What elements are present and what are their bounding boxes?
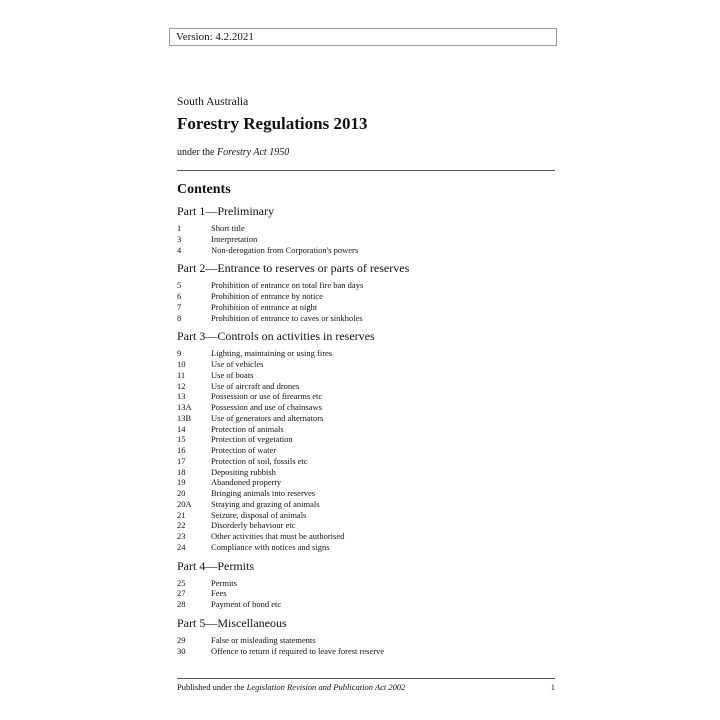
header-divider: [177, 170, 555, 171]
toc-entry-title: Protection of animals: [211, 423, 284, 434]
toc-entry[interactable]: [177, 467, 557, 478]
toc-entry-number: 8: [177, 312, 182, 323]
toc-entry-title: Prohibition of entrance to caves or sinkholes: [211, 312, 363, 323]
toc-entry-number: 13A: [177, 402, 192, 412]
toc-entry-number: 17: [177, 455, 186, 466]
toc-part-title[interactable]: Part 2—Entrance to reserves or parts of reserves: [177, 261, 410, 276]
toc-entry[interactable]: [177, 542, 557, 553]
toc-entry-number: 21: [177, 509, 186, 520]
toc-entry[interactable]: [177, 531, 557, 542]
toc-entry[interactable]: [177, 599, 557, 610]
toc-entry-number: 18: [177, 466, 186, 477]
toc-entry[interactable]: [177, 434, 557, 445]
toc-entry-title: False or misleading statements: [211, 634, 316, 645]
toc-entry-title: Possession and use of chainsaws: [211, 402, 322, 412]
toc-entry[interactable]: [177, 402, 557, 413]
toc-entry-number: 20A: [177, 498, 192, 509]
toc-part-title[interactable]: Part 1—Preliminary: [177, 204, 274, 218]
toc-entry[interactable]: [177, 348, 557, 359]
toc-part: [177, 203, 557, 255]
toc-entry-title: Other activities that must be authorised: [211, 531, 345, 541]
toc-entry-title: Depositing rubbish: [211, 466, 276, 477]
toc-entry-number: 30: [177, 645, 186, 656]
toc-entry-title: Short title: [211, 223, 245, 233]
toc-entry-list: [177, 223, 557, 255]
toc-entry-number: 20: [177, 488, 186, 498]
page-footer: [177, 682, 555, 692]
toc-entry-number: 9: [177, 348, 182, 359]
toc-entry-list: [177, 348, 557, 552]
toc-entry-list: [177, 635, 557, 657]
toc-entry-number: 25: [177, 577, 186, 588]
toc-entry-number: 27: [177, 588, 186, 599]
state-label: South Australia: [177, 96, 249, 108]
document-title: Forestry Regulations 2013: [177, 114, 368, 133]
toc-part-title[interactable]: Part 4—Permits: [177, 558, 254, 573]
toc-entry[interactable]: [177, 313, 557, 324]
toc-entry-title: Lighting, maintaining or using fires: [211, 348, 333, 359]
toc-entry-title: Payment of bond etc: [211, 599, 282, 609]
toc-part: [177, 260, 557, 323]
toc-entry-title: Non-derogation from Corporation's powers: [211, 244, 359, 255]
toc-entry[interactable]: [177, 223, 557, 234]
toc-entry-title: Use of boats: [211, 369, 254, 380]
toc-entry[interactable]: [177, 370, 557, 381]
toc-entry-title: Prohibition of entrance on total fire ban days: [211, 280, 364, 291]
toc-entry-number: 16: [177, 445, 186, 455]
toc-entry-title: Interpretation: [211, 233, 258, 244]
toc-entry[interactable]: [177, 245, 557, 256]
publication-prefix: Published under the: [177, 682, 247, 692]
table-of-contents: [177, 203, 557, 661]
toc-entry-list: [177, 578, 557, 610]
toc-entry[interactable]: [177, 499, 557, 510]
toc-entry-title: Use of vehicles: [211, 359, 264, 369]
toc-entry-title: Bringing animals into reserves: [211, 488, 316, 498]
toc-entry-title: Straying and grazing of animals: [211, 498, 320, 509]
toc-entry-title: Prohibition of entrance at night: [211, 301, 318, 312]
toc-entry-number: 11: [177, 369, 186, 380]
toc-entry-number: 10: [177, 359, 186, 369]
toc-entry-number: 3: [177, 233, 182, 244]
publication-note: [177, 682, 405, 692]
toc-entry[interactable]: [177, 413, 557, 424]
toc-entry[interactable]: [177, 291, 557, 302]
toc-entry-title: Possession or use of firearms etc: [211, 391, 323, 402]
toc-part: [177, 558, 557, 610]
toc-entry-title: Prohibition of entrance by notice: [211, 291, 323, 301]
toc-entry-list: [177, 280, 557, 323]
enabling-act-name: Forestry Act 1950: [217, 147, 290, 158]
toc-entry-number: 28: [177, 599, 186, 609]
toc-entry-title: Use of generators and alternators: [211, 412, 324, 423]
toc-entry[interactable]: [177, 391, 557, 402]
toc-entry-title: Fees: [211, 588, 227, 599]
toc-entry-title: Seizure, disposal of animals: [211, 509, 307, 520]
toc-entry-number: 1: [177, 223, 182, 233]
toc-entry[interactable]: [177, 646, 557, 657]
toc-part: [177, 328, 557, 552]
toc-entry-title: Protection of water: [211, 445, 277, 455]
toc-entry[interactable]: [177, 578, 557, 589]
footer-divider: [177, 678, 555, 679]
toc-entry-number: 5: [177, 280, 182, 291]
enabling-act-line: [177, 147, 289, 158]
toc-entry[interactable]: [177, 280, 557, 291]
toc-entry[interactable]: [177, 477, 557, 488]
toc-entry-number: 13B: [177, 412, 192, 423]
toc-entry-number: 6: [177, 291, 182, 301]
toc-entry-title: Disorderly behaviour etc: [211, 520, 296, 531]
version-box: [169, 28, 557, 46]
toc-entry-title: Abandoned property: [211, 477, 282, 488]
toc-entry[interactable]: [177, 445, 557, 456]
toc-entry-number: 12: [177, 380, 186, 391]
toc-entry[interactable]: [177, 488, 557, 499]
toc-entry-number: 23: [177, 531, 186, 541]
toc-entry-number: 14: [177, 423, 186, 434]
version-label: Version: 4.2.2021: [176, 31, 254, 43]
toc-entry[interactable]: [177, 234, 557, 245]
toc-entry-title: Compliance with notices and signs: [211, 541, 330, 552]
toc-entry[interactable]: [177, 424, 557, 435]
contents-heading: Contents: [177, 182, 231, 197]
toc-entry-title: Protection of vegetation: [211, 434, 293, 445]
toc-entry[interactable]: [177, 302, 557, 313]
toc-entry-number: 29: [177, 634, 186, 645]
toc-entry-number: 7: [177, 301, 182, 312]
toc-entry-number: 4: [177, 244, 182, 255]
toc-entry[interactable]: [177, 588, 557, 599]
toc-entry[interactable]: [177, 520, 557, 531]
page-number: 1: [550, 682, 555, 692]
toc-entry-number: 22: [177, 520, 186, 531]
toc-entry-number: 19: [177, 477, 186, 488]
toc-entry-title: Permits: [211, 577, 237, 588]
toc-entry-number: 24: [177, 541, 186, 552]
enabling-act-prefix: under the: [177, 147, 217, 158]
toc-entry-title: Offence to return if required to leave forest reserve: [211, 645, 385, 656]
toc-part-title[interactable]: Part 3—Controls on activities in reserves: [177, 329, 375, 344]
toc-entry[interactable]: [177, 381, 557, 392]
publication-act: Legislation Revision and Publication Act 2002: [246, 682, 406, 692]
toc-part-title[interactable]: Part 5—Miscellaneous: [177, 615, 287, 630]
toc-entry-title: Use of aircraft and drones: [211, 380, 300, 391]
toc-part: [177, 615, 557, 657]
toc-entry[interactable]: [177, 359, 557, 370]
toc-entry-title: Protection of soil, fossils etc: [211, 455, 308, 466]
toc-entry-number: 15: [177, 434, 186, 445]
toc-entry[interactable]: [177, 456, 557, 467]
toc-entry-number: 13: [177, 391, 186, 402]
toc-entry[interactable]: [177, 510, 557, 521]
toc-entry[interactable]: [177, 635, 557, 646]
